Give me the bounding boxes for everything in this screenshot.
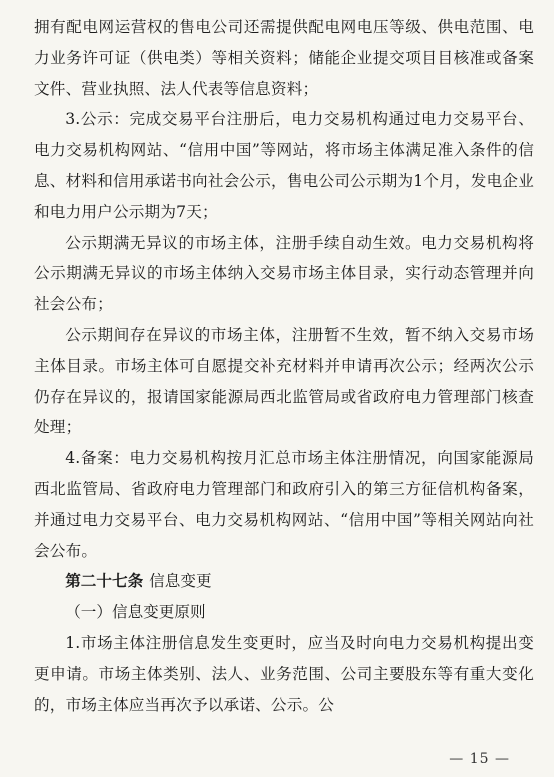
section-heading: （一）信息变更原则 <box>65 603 206 622</box>
article-number: 第二十七条 <box>65 572 144 591</box>
paragraph-filing: 4.备案：电力交易机构按月汇总市场主体注册情况，向国家能源局西北监管局、省政府电力管理部门和政府引入的第三方征信机构备案，并通过电力交易平台、电力交易机构网站、“信用中国”等相关网站向社会公布。 <box>34 449 534 560</box>
page-number: — 15 — <box>449 751 510 767</box>
article-title: 信息变更 <box>149 572 212 591</box>
paragraph-no-objection: 公示期满无异议的市场主体，注册手续自动生效。电力交易机构将公示期满无异议的市场主体纳入交易市场主体目录，实行动态管理并向社会公布； <box>34 233 534 314</box>
paragraph-publicity: 3.公示：完成交易平台注册后，电力交易机构通过电力交易平台、电力交易机构网站、“信用中国”等网站，将市场主体满足准入条件的信息、材料和信用承诺书向社会公示，售电公司公示期为1个月，发电企业和电力用户公示期为7天； <box>34 110 534 221</box>
paragraph-continuation: 拥有配电网运营权的售电公司还需提供配电网电压等级、供电范围、电力业务许可证（供电类）等相关资料；储能企业提交项目目核准或备案文件、营业执照、法人代表等信息资料； <box>34 18 534 98</box>
article-heading <box>34 566 534 597</box>
paragraph-objection: 公示期间存在异议的市场主体，注册暂不生效，暂不纳入交易市场主体目录。市场主体可自愿提交补充材料并申请再次公示；经两次公示仍存在异议的，报请国家能源局西北监管局或省政府电力管理部门核查处理； <box>34 325 534 437</box>
document-page <box>34 12 534 720</box>
paragraph-change-principle: 1.市场主体注册信息发生变更时，应当及时向电力交易机构提出变更申请。市场主体类别、法人、业务范围、公司主要股东等有重大变化的，市场主体应当再次予以承诺、公示。公 <box>34 633 534 714</box>
